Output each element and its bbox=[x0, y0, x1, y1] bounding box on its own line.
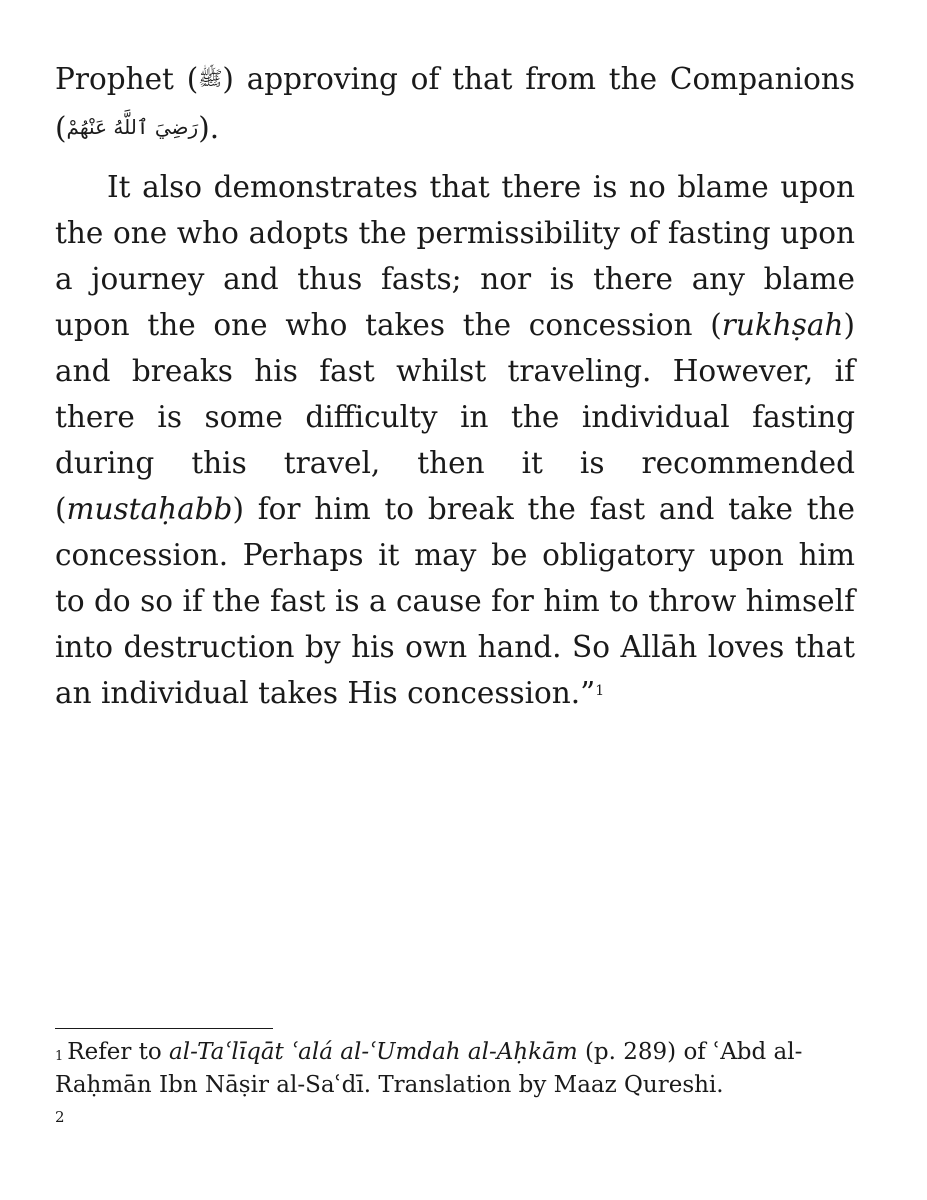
paragraph-2-part-2: ) and breaks his fast whilst traveling. However, if there is some difficulty in the individual fasting during this travel, then it is recommended ( bbox=[55, 308, 855, 526]
paragraph-2 bbox=[55, 164, 855, 716]
term-mustahabb: mustaḥabb bbox=[66, 492, 233, 526]
salawat-honorific: ﷺ bbox=[198, 66, 223, 90]
footnote-separator bbox=[55, 1028, 273, 1029]
paragraph-continuation bbox=[55, 56, 855, 154]
paragraph-2-part-1: It also demonstrates that there is no blame upon the one who adopts the permissibility of fasting upon a journey and thus fasts; nor is there any blame upon the one who takes the concession ( bbox=[55, 170, 855, 342]
paragraph-2-text bbox=[55, 164, 855, 716]
footnote-number: 1 bbox=[55, 1049, 64, 1064]
footnote-prefix: Refer to bbox=[67, 1039, 170, 1065]
footnote bbox=[55, 1036, 855, 1102]
radiyallahu-honorific: رَضِيَ ٱللَّهُ عَنْهُمْ bbox=[66, 115, 199, 139]
paragraph-2-part-3: ) for him to break the fast and take the concession. Perhaps it may be obligatory upon him to do so if the fast is a cause for him to throw himself into destruction by his own hand. So Allāh loves that an individual takes His concession.” bbox=[55, 492, 855, 710]
paragraph-1-prefix: Prophet ( bbox=[55, 62, 199, 96]
paragraph-1-suffix: ). bbox=[198, 111, 220, 145]
term-rukhsah: rukhṣah bbox=[721, 308, 844, 342]
paragraph-1-middle: ) approving of that from the Companions ( bbox=[55, 62, 856, 145]
footnote-reference[interactable]: 1 bbox=[595, 683, 605, 699]
paragraph-1-text bbox=[55, 56, 855, 154]
page-number: 2 bbox=[55, 1108, 65, 1126]
footnote-book-title: al-Taʿlīqāt ʿalá al-ʿUmdah al-Aḥkām bbox=[169, 1039, 578, 1065]
footnote-suffix: (p. 289) of ʿAbd al-Raḥmān Ibn Nāṣir al-Saʿdī. Translation by Maaz Qureshi. bbox=[55, 1039, 803, 1098]
